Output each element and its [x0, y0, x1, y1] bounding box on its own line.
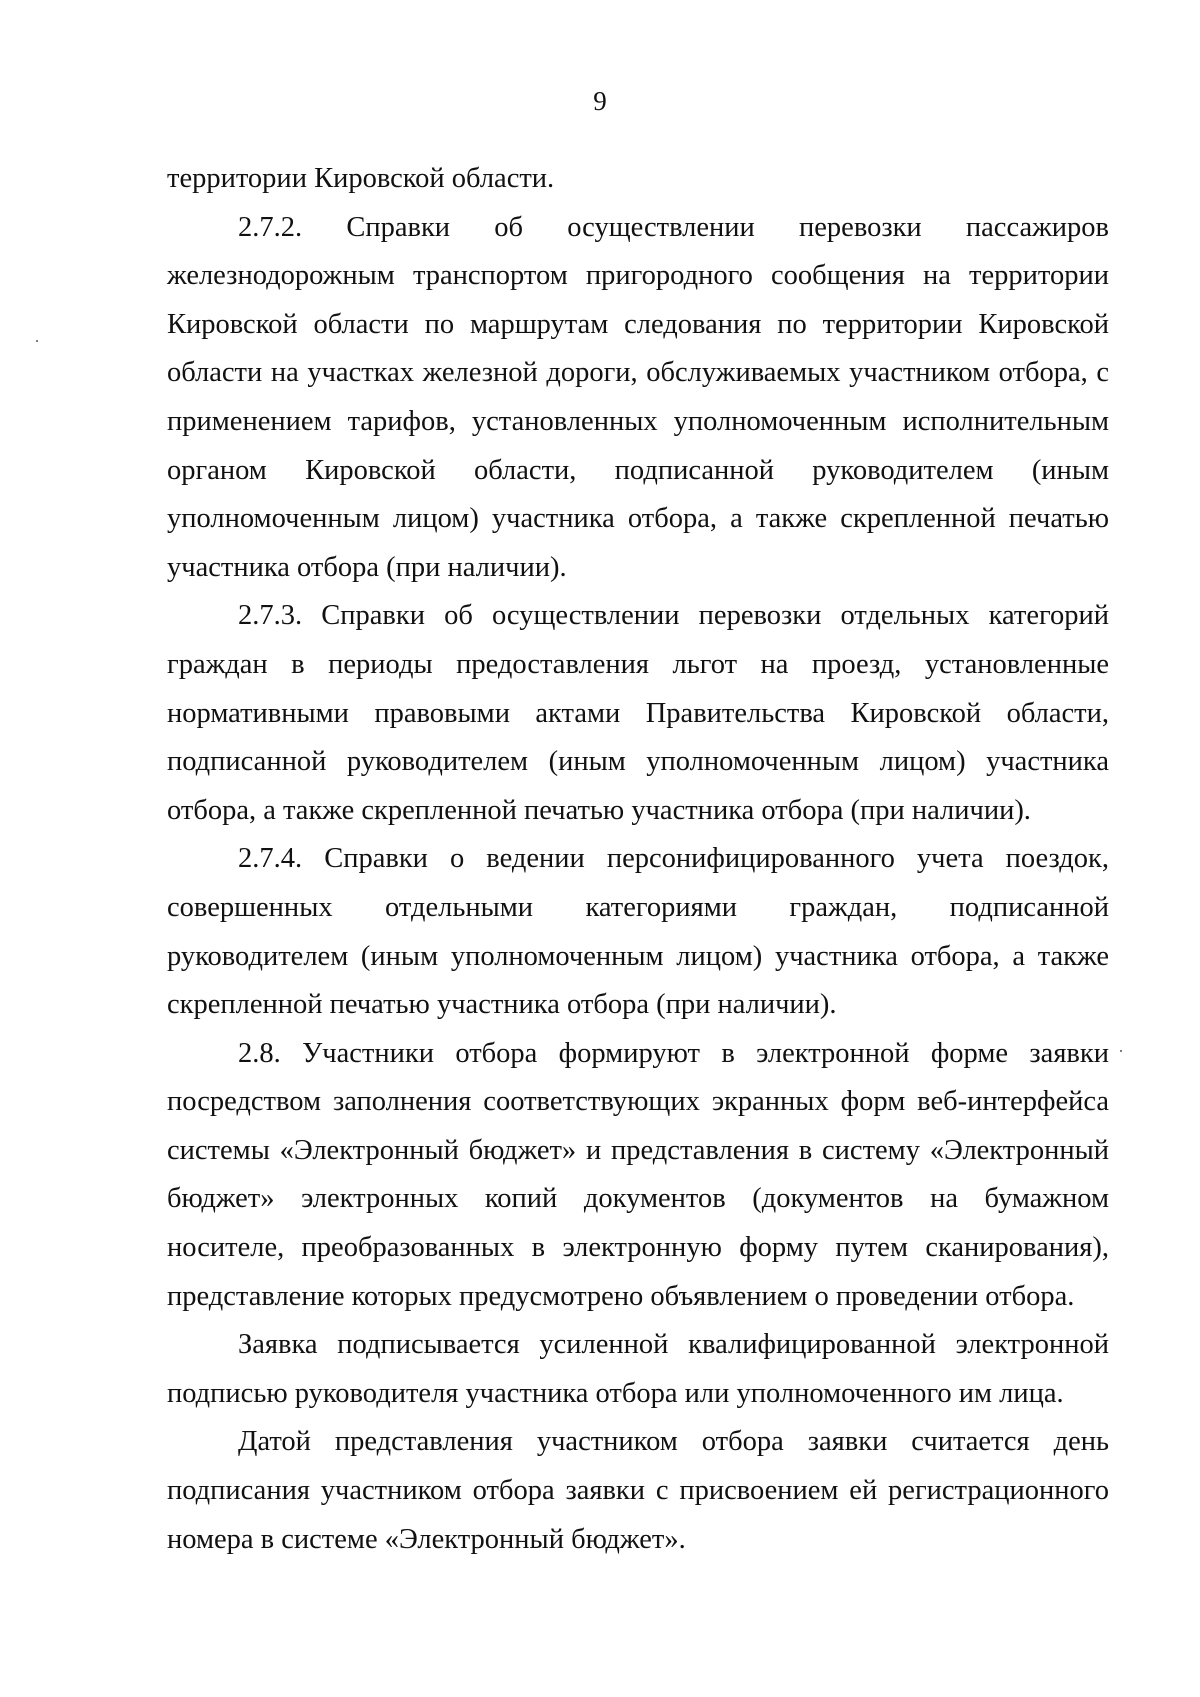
document-body	[167, 155, 1109, 1564]
scan-speck	[1120, 1050, 1122, 1052]
paragraph-2-8: 2.8. Участники отбора формируют в электронной форме заявки посредством заполнения соответствующих экранных форм веб-интерфейса системы «Электронный бюджет» и представления в систему «Электронный бюджет» электронных копий документов (документов на бумажном носителе, преобразованных в электронную форму путем сканирования), представление которых предусмотрено объявлением о проведении отбора.	[167, 1037, 1109, 1312]
paragraph-application-signature: Заявка подписывается усиленной квалифицированной электронной подписью руководителя участника отбора или уполномоченного им лица.	[167, 1329, 1109, 1409]
paragraph-2-7-2: 2.7.2. Справки об осуществлении перевозки пассажиров железнодорожным транспортом пригородного сообщения на территории Кировской области по маршрутам следования по территории Кировской области на участках железной дороги, обслуживаемых участником отбора, с применением тарифов, установленных уполномоченным исполнительным органом Кировской области, подписанной руководителем (иным уполномоченным лицом) участника отбора, а также скрепленной печатью участника отбора (при наличии).	[167, 211, 1109, 583]
paragraph-submission-date: Датой представления участником отбора заявки считается день подписания участником отбора заявки с присвоением ей регистрационного номера в системе «Электронный бюджет».	[167, 1426, 1109, 1555]
page-number: 9	[593, 86, 607, 116]
paragraph-2-7-3: 2.7.3. Справки об осуществлении перевозки отдельных категорий граждан в периоды предоставления льгот на проезд, установленные нормативными правовыми актами Правительства Кировской области, подписанной руководителем (иным уполномоченным лицом) участника отбора, а также скрепленной печатью участника отбора (при наличии).	[167, 600, 1109, 826]
paragraph-2-7-4: 2.7.4. Справки о ведении персонифицированного учета поездок, совершенных отдельными категориями граждан, подписанной руководителем (иным уполномоченным лицом) участника отбора, а также скрепленной печатью участника отбора (при наличии).	[167, 843, 1109, 1021]
paragraph-continuation: территории Кировской области.	[167, 163, 555, 194]
scan-speck	[36, 340, 38, 342]
